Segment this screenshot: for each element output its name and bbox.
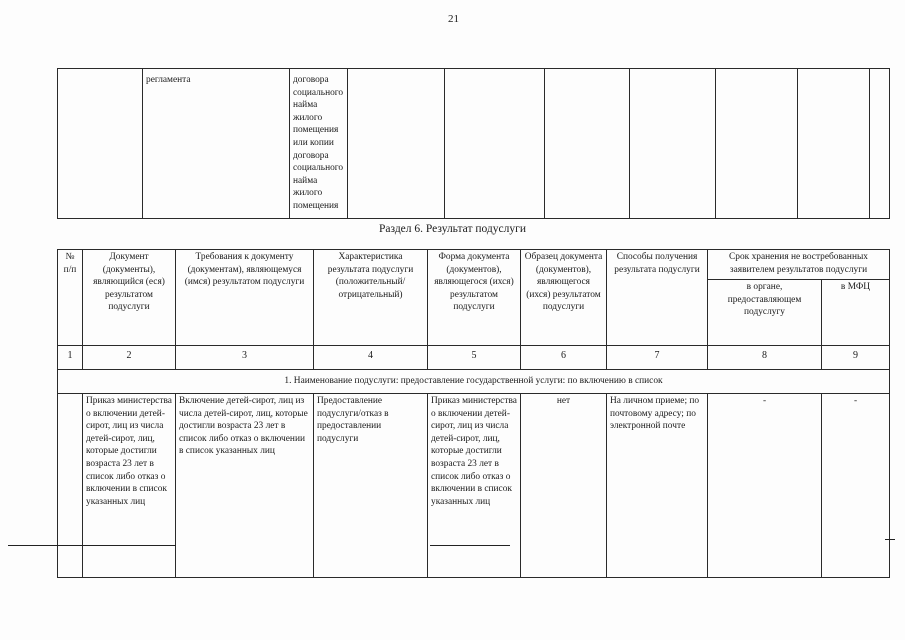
col-number: 7 <box>607 346 708 370</box>
header-sample: Образец документа (документов), являющегося (ихся) результатом подуслуги <box>521 250 607 346</box>
header-storage: Срок хранения не востребованных заявителем результатов подуслуги <box>708 250 890 280</box>
cell-empty <box>870 69 890 219</box>
col-number: 9 <box>822 346 890 370</box>
cell-empty <box>630 69 716 219</box>
cell-empty <box>445 69 545 219</box>
col-number: 6 <box>521 346 607 370</box>
header-no: № п/п <box>58 250 83 346</box>
header-in-mfc: в МФЦ <box>822 280 890 346</box>
cell-requirements: Включение детей-сирот, лиц из числа детей-сирот, лиц, которые достигли возраста 23 лет в список либо отказ о включении в список указанных лиц <box>176 394 314 578</box>
header-requirements: Требования к документу (документам), являющемуся (имся) результатом подуслуги <box>176 250 314 346</box>
cell-storage-organ: - <box>708 394 822 578</box>
col-number: 2 <box>83 346 176 370</box>
cell-empty <box>798 69 870 219</box>
subservice-name-row: 1. Наименование подуслуги: предоставление государственной услуги: по включению в список <box>58 370 890 394</box>
cell-document-form: Приказ министерства о включении детей-сирот, лиц из числа детей-сирот, лиц, которые достигли возраста 23 лет в список либо отказ о включении в список указанных лиц <box>428 394 521 578</box>
cell-sample: нет <box>521 394 607 578</box>
cell-empty <box>545 69 630 219</box>
col-number: 8 <box>708 346 822 370</box>
header-form: Форма документа (документов), являющегося (ихся) результатом подуслуги <box>428 250 521 346</box>
cell-characteristic: Предоставление подуслуги/отказ в предоставлении подуслуги <box>314 394 428 578</box>
cell-empty <box>58 69 143 219</box>
cell-empty <box>348 69 445 219</box>
col-number: 1 <box>58 346 83 370</box>
section-caption: Раздел 6. Результат подуслуги <box>379 223 526 235</box>
scan-artifact-line <box>8 545 176 546</box>
header-methods: Способы получения результата подуслуги <box>607 250 708 346</box>
cell-reglament: регламента <box>143 69 290 219</box>
col-number: 4 <box>314 346 428 370</box>
continued-table <box>57 68 890 219</box>
cell-storage-mfc: - <box>822 394 890 578</box>
header-document: Документ (документы), являющийся (еся) результатом подуслуги <box>83 250 176 346</box>
scan-artifact-line <box>430 545 510 546</box>
cell-empty <box>58 394 83 578</box>
result-table <box>57 249 890 578</box>
scan-artifact-line <box>885 539 895 540</box>
page-number: 21 <box>448 13 459 25</box>
col-number: 5 <box>428 346 521 370</box>
cell-contract-text: договора социального найма жилого помещения или копии договора социального найма жилого помещения <box>290 69 348 219</box>
header-in-organ: в органе, предоставляющем подуслугу <box>708 280 822 346</box>
cell-result-document: Приказ министерства о включении детей-сирот, лиц из числа детей-сирот, лиц, которые достигли возраста 23 лет в список либо отказ о включении в список указанных лиц <box>83 394 176 578</box>
cell-methods: На личном приеме; по почтовому адресу; по электронной почте <box>607 394 708 578</box>
col-number: 3 <box>176 346 314 370</box>
header-characteristic: Характеристика результата подуслуги (положительный/ отрицательный) <box>314 250 428 346</box>
cell-empty <box>716 69 798 219</box>
